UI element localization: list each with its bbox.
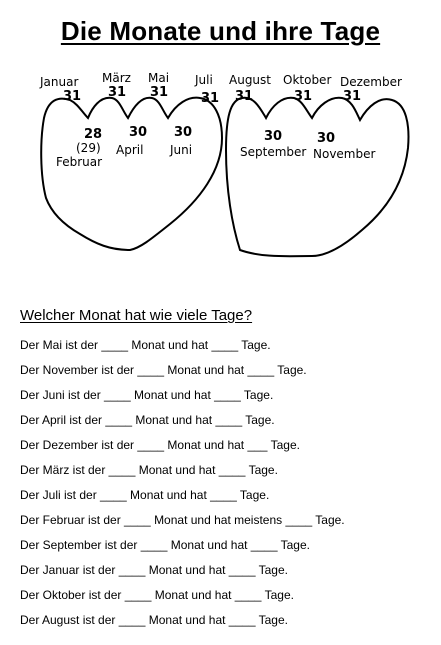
exercise-sentence: Der Januar ist der ____ Monat und hat ____ Tage. bbox=[20, 563, 288, 577]
left-fist-outline bbox=[41, 98, 222, 250]
exercise-sentence: Der Juni ist der ____ Monat und hat ____ Tage. bbox=[20, 388, 274, 402]
exercise-sentence: Der Juli ist der ____ Monat und hat ____ Tage. bbox=[20, 488, 270, 502]
knuckle-days-label: 31 bbox=[201, 91, 220, 106]
exercise-sentence: Der April ist der ____ Monat und hat ____ Tage. bbox=[20, 413, 275, 427]
exercise-sentence: Der November ist der ____ Monat und hat ____ Tage. bbox=[20, 363, 307, 377]
knuckle-month-label: Januar bbox=[40, 75, 79, 89]
gap-days-label: 30 bbox=[174, 125, 193, 140]
gap-days-label: 28 bbox=[84, 127, 103, 142]
knuckle-days-label: 31 bbox=[235, 89, 254, 104]
knuckle-days-label: 31 bbox=[150, 85, 169, 100]
exercise-sentence: Der Oktober ist der ____ Monat und hat ____ Tage. bbox=[20, 588, 294, 602]
gap-month-label: Juni bbox=[170, 143, 193, 157]
gap-month-label: Februar bbox=[56, 155, 103, 169]
knuckle-month-label: März bbox=[102, 71, 131, 85]
exercise-sentence: Der September ist der ____ Monat und hat ____ Tage. bbox=[20, 538, 310, 552]
exercise-sentence-list bbox=[20, 338, 345, 638]
gap-days-label: 30 bbox=[129, 125, 148, 140]
gap-leap-days-label: (29) bbox=[76, 141, 101, 155]
exercise-sentence: Der Februar ist der ____ Monat und hat meistens ____ Tage. bbox=[20, 513, 345, 527]
gap-month-label: September bbox=[240, 145, 307, 159]
exercise-sentence: Der März ist der ____ Monat und hat ____ Tage. bbox=[20, 463, 278, 477]
knuckle-month-label: Juli bbox=[195, 73, 213, 87]
exercise-sentence: Der August ist der ____ Monat und hat ____ Tage. bbox=[20, 613, 288, 627]
knuckle-month-label: August bbox=[229, 73, 271, 87]
knuckle-days-label: 31 bbox=[63, 89, 82, 104]
knuckle-month-label: Mai bbox=[148, 71, 170, 85]
right-fist-outline bbox=[226, 98, 408, 256]
exercise-sentence: Der Mai ist der ____ Monat und hat ____ Tage. bbox=[20, 338, 271, 352]
knuckle-hands-illustration bbox=[0, 60, 441, 265]
worksheet-title: Die Monate und ihre Tage bbox=[60, 16, 381, 46]
exercise-sentence: Der Dezember ist der ____ Monat und hat ___ Tage. bbox=[20, 438, 300, 452]
knuckle-days-label: 31 bbox=[343, 89, 362, 104]
exercise-question: Welcher Monat hat wie viele Tage? bbox=[20, 307, 253, 324]
knuckle-month-label: Dezember bbox=[340, 75, 402, 89]
gap-month-label: April bbox=[116, 143, 144, 157]
knuckle-month-label: Oktober bbox=[283, 73, 332, 87]
knuckle-days-label: 31 bbox=[108, 85, 127, 100]
gap-days-label: 30 bbox=[264, 129, 283, 144]
knuckle-days-label: 31 bbox=[294, 89, 313, 104]
gap-days-label: 30 bbox=[317, 131, 336, 146]
gap-month-label: November bbox=[313, 147, 376, 161]
